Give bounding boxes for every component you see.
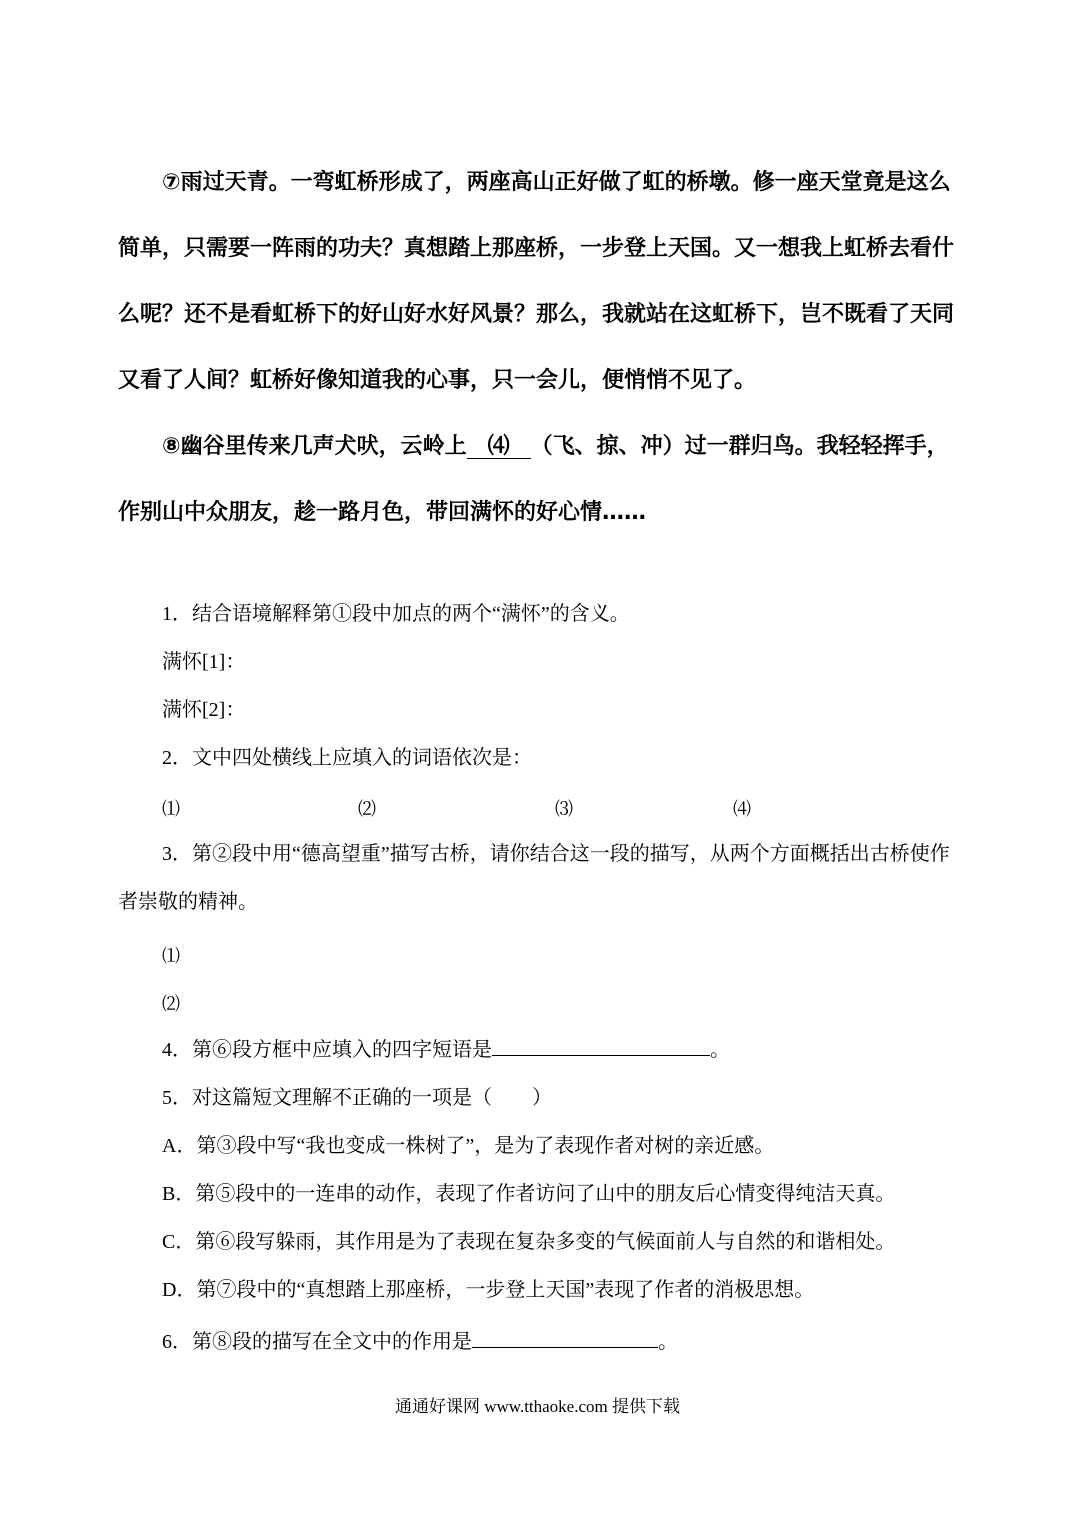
question-2-slot-3: ⑶	[555, 799, 573, 819]
question-4	[118, 1026, 960, 1074]
question-4-answer-line	[492, 1035, 710, 1056]
paragraph-8-after: （飞、掠、冲）过一群归鸟。我轻轻挥手，作别山中众朋友，趁一路月色，带回满怀的好心情……	[118, 434, 949, 525]
question-6-answer-line	[472, 1327, 658, 1348]
question-2-slot-1: ⑴	[162, 799, 180, 819]
paragraph-8-before: ⑧幽谷里传来几声犬吠，云岭上	[162, 434, 467, 459]
question-1-answer-1: 满怀[1]：	[162, 651, 246, 673]
question-3-answer-1: ⑴	[162, 946, 180, 966]
question-6	[118, 1318, 960, 1366]
question-1: 1．结合语境解释第①段中加点的两个“满怀”的含义。	[162, 603, 630, 625]
page-footer: 通通好课网 www.tthaoke.com 提供下载	[394, 1397, 681, 1416]
question-2-slot-2: ⑵	[358, 799, 376, 819]
question-5: 5．对这篇短文理解不正确的一项是（ ）	[162, 1087, 552, 1109]
question-2: 2．文中四处横线上应填入的词语依次是：	[162, 747, 532, 769]
question-4-end: 。	[710, 1039, 730, 1061]
question-2-slot-4: ⑷	[733, 799, 751, 819]
question-3-answer-2: ⑵	[162, 994, 180, 1014]
question-1-answer-2: 满怀[2]：	[162, 699, 246, 721]
paragraph-8	[118, 414, 960, 546]
question-6-end: 。	[658, 1331, 678, 1353]
question-5-option-d: D．第⑦段中的“真想踏上那座桥，一步登上天国”表现了作者的消极思想。	[162, 1279, 815, 1301]
question-5-option-c: C．第⑥段写躲雨，其作用是为了表现在复杂多变的气候面前人与自然的和谐相处。	[162, 1231, 896, 1253]
paragraph-7: ⑦雨过天青。一弯虹桥形成了，两座高山正好做了虹的桥墩。修一座天堂竟是这么简单，只需要一阵雨的功夫？真想踏上那座桥，一步登上天国。又一想我上虹桥去看什么呢？还不是看虹桥下的好山好水好风景？那么，我就站在这虹桥下，岂不既看了天同又看了人间？虹桥好像知道我的心事，只一会儿，便悄悄不见了。	[118, 170, 955, 393]
blank-4: ⑷	[467, 436, 531, 459]
question-4-text: 4．第⑥段方框中应填入的四字短语是	[162, 1039, 492, 1061]
question-3: 3．第②段中用“德高望重”描写古桥，请你结合这一段的描写，从两个方面概括出古桥使作者崇敬的精神。	[118, 843, 950, 913]
question-5-option-b: B．第⑤段中的一连串的动作，表现了作者访问了山中的朋友后心情变得纯洁天真。	[162, 1183, 896, 1205]
question-5-option-a: A．第③段中写“我也变成一株树了”，是为了表现作者对树的亲近感。	[162, 1135, 775, 1157]
question-6-text: 6．第⑧段的描写在全文中的作用是	[162, 1331, 472, 1353]
